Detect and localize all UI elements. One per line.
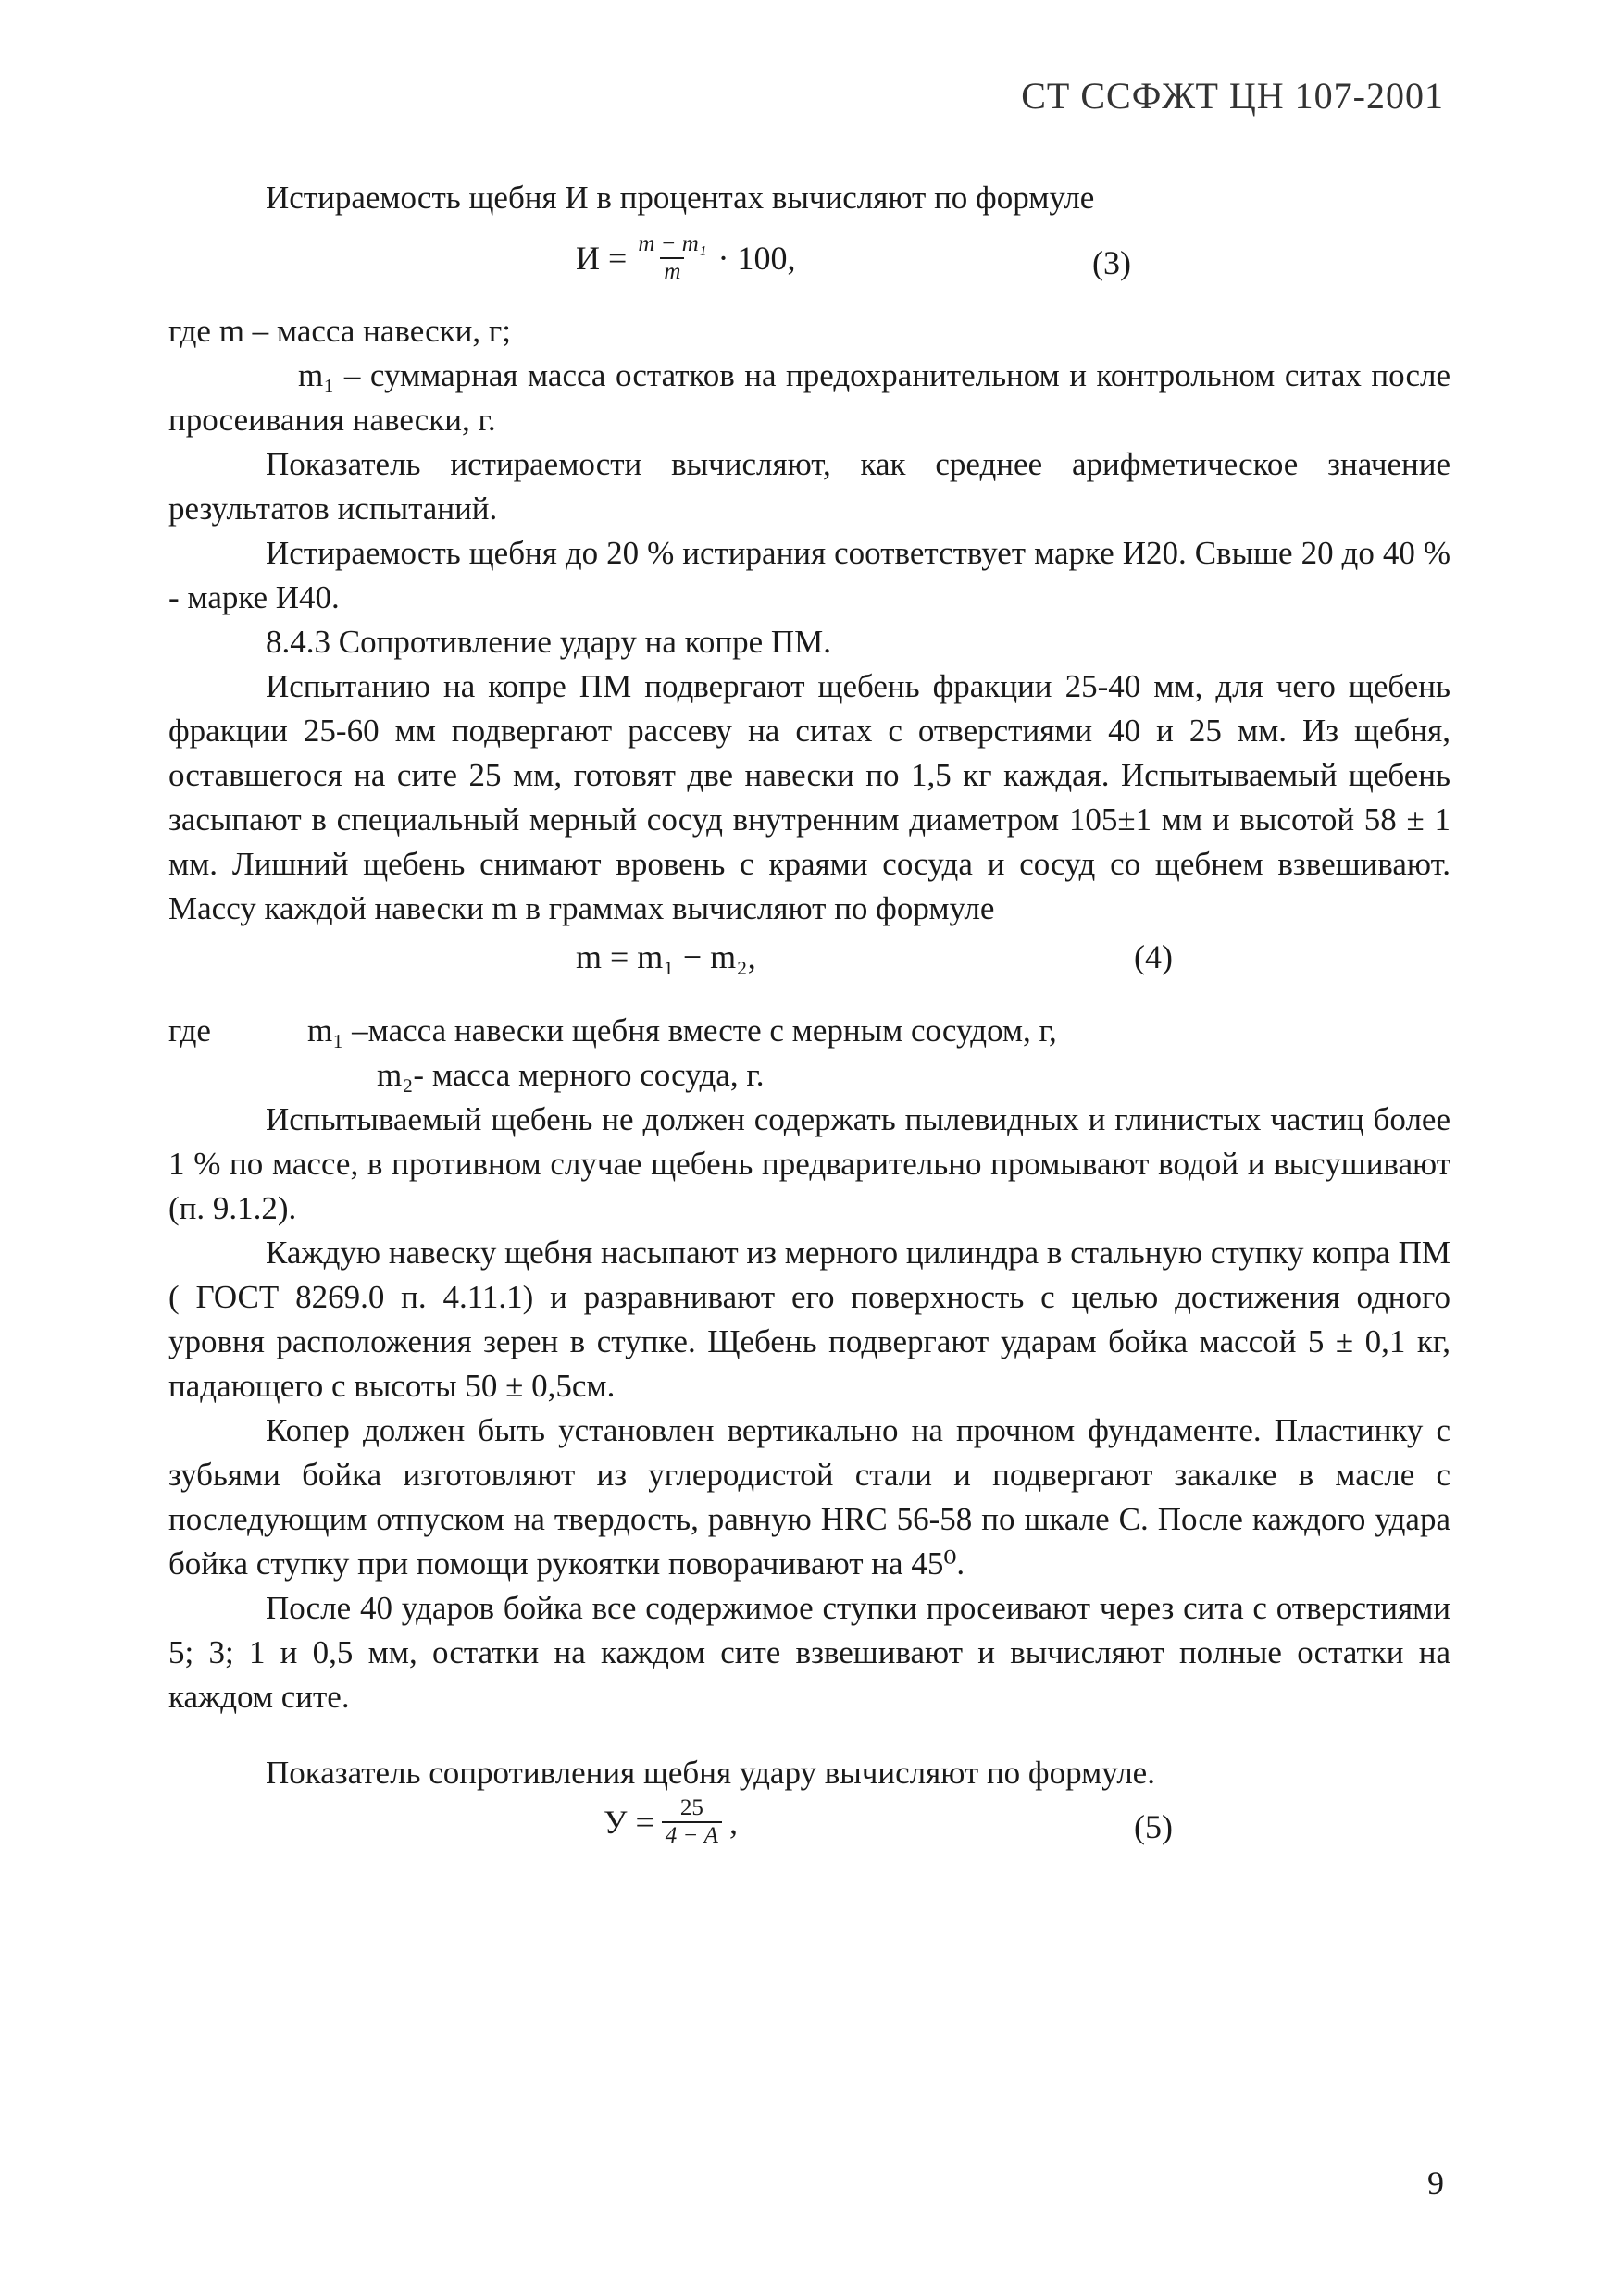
where-3-line-1: где m – масса навески, г;: [168, 313, 511, 349]
formula-5: [168, 1795, 1450, 1869]
where-4-label: где: [168, 1012, 211, 1049]
formula-4-expr: m = m₁ − m₂,: [576, 938, 756, 975]
formula-5-number: (5): [1134, 1808, 1173, 1845]
where-4-line-1: m₁ –масса навески щебня вместе с мерным сосудом, г,: [307, 1012, 1057, 1049]
formula-5-tail: ,: [728, 1804, 738, 1841]
paragraph-press-installation: Копер должен быть установлен вертикально на прочном фундаменте. Пластинку с зубьями бойка изготовляют из углеродистой стали и подвергают закалке в масле с последующим отпуском на твердость, равную HRC 56-58 по шкале С. После каждого удара бойка ступку при помощи рукоятки поворачивают на 45⁰.: [168, 1412, 1450, 1582]
formula-5-lhs: У =: [604, 1804, 654, 1841]
page-body: [168, 176, 1450, 1869]
formula-5-numerator: 25: [679, 1795, 703, 1820]
formula-3-fraction: [634, 231, 710, 285]
paragraph-abrasion-mean: Показатель истираемости вычисляют, как среднее арифметическое значение результатов испытаний.: [168, 446, 1450, 527]
document-code: СТ ССФЖТ ЦН 107-2001: [1021, 75, 1444, 117]
where-4-line-2: m₂- масса мерного сосуда, г.: [377, 1057, 765, 1093]
where-3-line-2: m₁ – суммарная масса остатков на предохранительном и контрольном ситах после просеивания навески, г.: [168, 357, 1450, 438]
paragraph-sieving: После 40 ударов бойка все содержимое ступки просеивают через сита с отверстиями 5; 3; 1 и 0,5 мм, остатки на каждом сите взвешивают и вычисляют полные остатки на каждом сите.: [168, 1590, 1450, 1715]
paragraph-abrasion-grades: Истираемость щебня до 20 % истирания соответствует марке И20. Свыше 20 до 40 % - марке И40.: [168, 535, 1450, 615]
where-4-row: [168, 1009, 1450, 1053]
formula-5-denominator: 4 − А: [662, 1821, 722, 1849]
paragraph-impact-index: Показатель сопротивления щебня удару вычисляют по формуле.: [266, 1755, 1155, 1791]
formula-3-number: (3): [1092, 244, 1131, 281]
formula-3-numerator: m − m₁: [638, 231, 707, 256]
paragraph-abrasion-intro: Истираемость щебня И в процентах вычисляют по формуле: [266, 180, 1095, 216]
paragraph-mortar-filling: Каждую навеску щебня насыпают из мерного цилиндра в стальную ступку копра ПМ ( ГОСТ 8269.0 п. 4.11.1) и разравнивают его поверхность с целью достижения одного уровня расположения зерен в ступке. Щебень подвергают ударам бойка массой 5 ± 0,1 кг, падающего с высоты 50 ± 0,5см.: [168, 1235, 1450, 1404]
paragraph-dust-content: Испытываемый щебень не должен содержать пылевидных и глинистых частиц более 1 % по массе, в противном случае щебень предварительно промывают водой и высушивают (п. 9.1.2).: [168, 1101, 1450, 1226]
formula-4: [168, 931, 1450, 988]
formula-3-tail: · 100,: [717, 240, 796, 277]
formula-5-fraction: [662, 1795, 722, 1849]
page-number: 9: [1427, 2165, 1444, 2202]
formula-3-denominator: m: [660, 257, 684, 285]
formula-3: [168, 220, 1450, 309]
formula-4-number: (4): [1134, 938, 1173, 975]
formula-3-lhs: И =: [576, 240, 628, 277]
paragraph-impact-test: Испытанию на копре ПМ подвергают щебень фракции 25-40 мм, для чего щебень фракции 25-60 мм подвергают рассеву на ситах с отверстиями 40 и 25 мм. Из щебня, оставшегося на сите 25 мм, готовят две навески по 1,5 кг каждая. Испытываемый щебень засыпают в специальный мерный сосуд внутренним диаметром 105±1 мм и высотой 58 ± 1 мм. Лишний щебень снимают вровень с краями сосуда и сосуд со щебнем взвешивают. Массу каждой навески m в граммах вычисляют по формуле: [168, 668, 1450, 926]
section-heading-8-4-3: 8.4.3 Сопротивление удару на копре ПМ.: [266, 624, 832, 660]
